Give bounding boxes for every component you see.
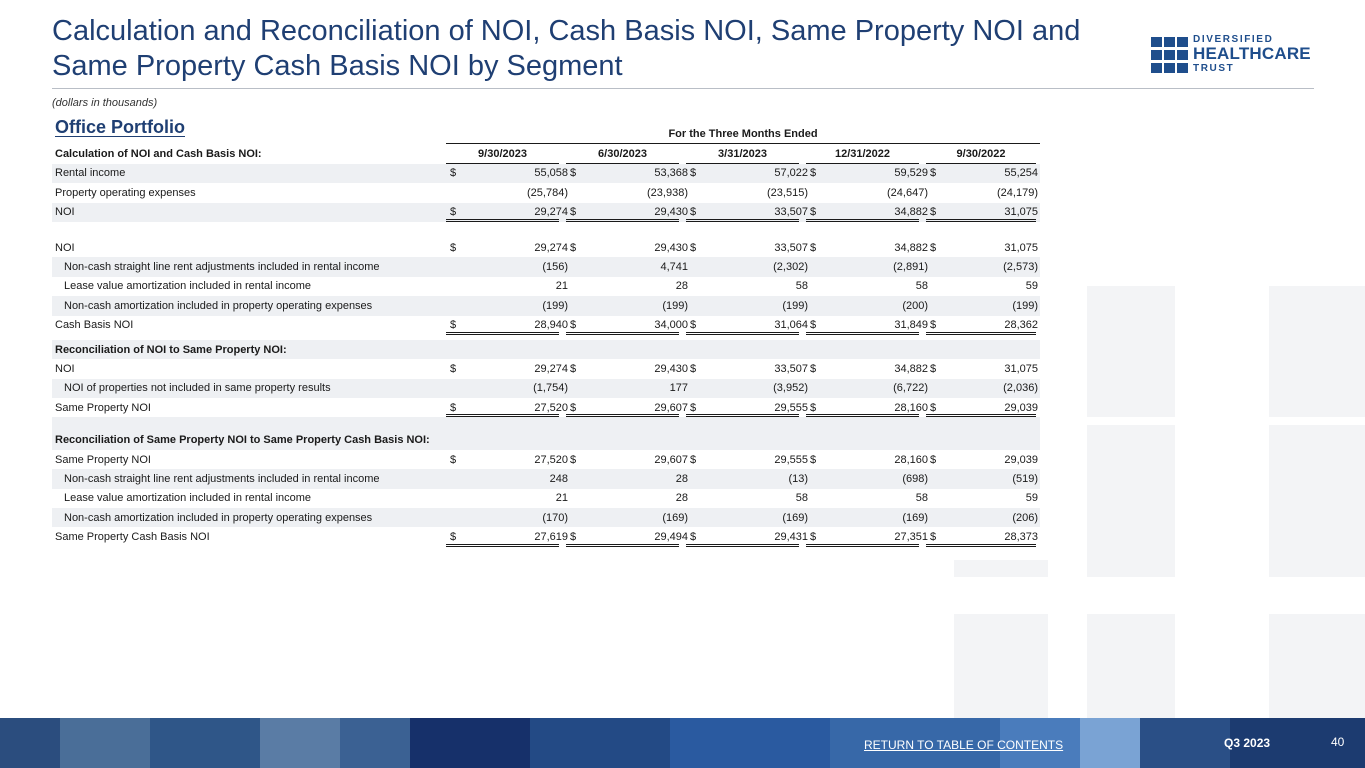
value-cell: (13) [788,472,808,485]
table-row [52,469,1040,488]
value-cell: 59 [1025,492,1038,505]
title-divider [52,88,1314,89]
table-row [52,316,1040,335]
currency-symbol: $ [570,401,577,414]
table-period-header-row [52,125,1040,144]
table-body [52,164,1040,547]
currency-symbol: $ [450,453,457,466]
value-cell: 29,430 [654,362,688,375]
currency-symbol: $ [690,241,697,254]
value-cell: (199) [662,299,688,312]
value-cell: 21 [555,492,568,505]
value-cell: (170) [542,511,568,524]
value-cell: (199) [542,299,568,312]
page-title-line-1: Calculation and Reconciliation of NOI, Cash Basis NOI, Same Property NOI and [52,15,1081,47]
currency-symbol: $ [810,401,817,414]
value-cell: 58 [795,280,808,293]
column-header: 9/30/2023 [446,144,559,163]
value-cell: 27,520 [534,401,568,414]
value-cell: 29,039 [1004,453,1038,466]
value-cell: (1,754) [533,382,568,395]
value-cell: 55,254 [1004,167,1038,180]
table-row [52,183,1040,202]
value-cell: 58 [795,492,808,505]
row-label: Lease value amortization included in rental income [64,492,312,505]
section-title: Office Portfolio [55,117,185,137]
value-cell: 33,507 [774,206,808,219]
currency-symbol: $ [690,531,697,544]
table-row [52,164,1040,183]
footer-image-strip [260,718,340,768]
value-cell: (2,036) [1003,382,1038,395]
currency-symbol: $ [810,362,817,375]
value-cell: (200) [902,299,928,312]
return-to-toc-link[interactable]: RETURN TO TABLE OF CONTENTS [864,738,1064,752]
value-cell: (2,302) [773,261,808,274]
footer-image-strip [1140,718,1230,768]
logo-mark-icon [1151,37,1189,73]
column-header: 3/31/2023 [686,144,799,163]
row-label: Same Property Cash Basis NOI [55,531,210,544]
row-label: NOI [55,362,75,375]
logo-line-2: HEALTHCARE [1193,44,1311,63]
company-logo [1151,34,1321,76]
footer-image-strip [150,718,260,768]
currency-symbol: $ [450,531,457,544]
value-cell: 29,494 [654,531,688,544]
currency-symbol: $ [810,206,817,219]
background-square [1269,614,1365,718]
currency-symbol: $ [690,206,697,219]
value-cell: 29,431 [774,531,808,544]
value-cell: 58 [915,280,928,293]
table-row [52,508,1040,527]
value-cell: (2,891) [893,261,928,274]
page-title [52,14,1132,84]
value-cell: 29,607 [654,401,688,414]
logo-line-1: DIVERSIFIED [1193,34,1274,45]
currency-symbol: $ [450,319,457,332]
row-label: Rental income [55,167,126,180]
footer-bar [0,718,1365,768]
row-label: Non-cash straight line rent adjustments included in rental income [64,472,380,485]
footer-image-strip [410,718,530,768]
currency-symbol: $ [570,241,577,254]
value-cell: 31,849 [894,319,928,332]
value-cell: 33,507 [774,241,808,254]
currency-symbol: $ [810,241,817,254]
units-note: (dollars in thousands) [52,97,158,109]
currency-symbol: $ [690,401,697,414]
row-label: NOI [55,241,75,254]
value-cell: 28,373 [1004,531,1038,544]
row-label: NOI of properties not included in same property results [64,382,331,395]
table-row [52,203,1040,222]
value-cell: 31,064 [774,319,808,332]
value-cell: (156) [542,261,568,274]
value-cell: 29,430 [654,241,688,254]
value-cell: 248 [549,472,568,485]
currency-symbol: $ [570,319,577,332]
spacer-row [52,222,1040,238]
currency-symbol: $ [570,206,577,219]
row-label: Cash Basis NOI [55,319,134,332]
value-cell: (698) [902,472,928,485]
currency-symbol: $ [930,401,937,414]
background-square [1269,286,1365,417]
value-cell: 55,058 [534,167,568,180]
currency-symbol: $ [450,167,457,180]
currency-symbol: $ [930,241,937,254]
value-cell: (199) [782,299,808,312]
currency-symbol: $ [690,319,697,332]
quarter-label: Q3 2023 [1224,736,1271,750]
value-cell: 31,075 [1004,241,1038,254]
currency-symbol: $ [810,531,817,544]
currency-symbol: $ [810,167,817,180]
table-row [52,238,1040,257]
noi-table [52,125,1040,547]
value-cell: 28,160 [894,401,928,414]
value-cell: (23,938) [647,186,688,199]
calculation-header: Calculation of NOI and Cash Basis NOI: [55,148,262,161]
table-row [52,340,1040,359]
row-label: Reconciliation of Same Property NOI to Same Property Cash Basis NOI: [55,434,430,447]
background-square [1269,425,1365,577]
value-cell: 59,529 [894,167,928,180]
spacer-row [52,417,1040,430]
background-square [954,560,1048,577]
footer-image-strip [670,718,830,768]
value-cell: (169) [902,511,928,524]
value-cell: 29,430 [654,206,688,219]
value-cell: 21 [555,280,568,293]
currency-symbol: $ [930,531,937,544]
value-cell: 57,022 [774,167,808,180]
page-number: 40 [1331,735,1345,749]
column-header: 9/30/2022 [926,144,1036,163]
currency-symbol: $ [450,241,457,254]
value-cell: (23,515) [767,186,808,199]
value-cell: (169) [782,511,808,524]
footer-image-strip [1080,718,1140,768]
row-label: Non-cash amortization included in property operating expenses [64,511,373,524]
value-cell: 31,075 [1004,206,1038,219]
value-cell: 34,000 [654,319,688,332]
value-cell: 29,607 [654,453,688,466]
value-cell: 177 [669,382,688,395]
value-cell: (3,952) [773,382,808,395]
row-label: Property operating expenses [55,186,196,199]
currency-symbol: $ [690,167,697,180]
table-row [52,527,1040,546]
value-cell: 4,741 [660,261,688,274]
table-row [52,398,1040,417]
table-column-header-row [52,144,1040,163]
row-label: Reconciliation of NOI to Same Property NOI: [55,343,287,356]
footer-image-strip [60,718,150,768]
value-cell: 31,075 [1004,362,1038,375]
currency-symbol: $ [570,362,577,375]
period-header: For the Three Months Ended [446,125,1040,144]
value-cell: 28,160 [894,453,928,466]
value-cell: 29,039 [1004,401,1038,414]
table-row [52,450,1040,469]
value-cell: 28,362 [1004,319,1038,332]
currency-symbol: $ [810,453,817,466]
value-cell: 29,555 [774,401,808,414]
background-square [1087,614,1175,718]
logo-line-3: TRUST [1193,63,1235,74]
value-cell: 29,274 [534,362,568,375]
table-row [52,430,1040,449]
value-cell: (2,573) [1003,261,1038,274]
value-cell: (199) [1012,299,1038,312]
footer-image-strip [530,718,670,768]
value-cell: 29,274 [534,241,568,254]
value-cell: (519) [1012,472,1038,485]
value-cell: 27,351 [894,531,928,544]
currency-symbol: $ [930,167,937,180]
value-cell: 34,882 [894,206,928,219]
value-cell: 53,368 [654,167,688,180]
footer-image-strip [340,718,410,768]
background-square [954,614,1048,718]
value-cell: 59 [1025,280,1038,293]
value-cell: (24,647) [887,186,928,199]
table-row [52,359,1040,378]
value-cell: 27,520 [534,453,568,466]
value-cell: 58 [915,492,928,505]
value-cell: (206) [1012,511,1038,524]
value-cell: 29,555 [774,453,808,466]
value-cell: 27,619 [534,531,568,544]
row-label: Lease value amortization included in rental income [64,280,312,293]
column-header: 6/30/2023 [566,144,679,163]
background-square [1087,286,1175,417]
value-cell: 29,274 [534,206,568,219]
footer-image-strip [0,718,60,768]
currency-symbol: $ [690,453,697,466]
value-cell: (6,722) [893,382,928,395]
currency-symbol: $ [930,362,937,375]
currency-symbol: $ [810,319,817,332]
table-row [52,379,1040,398]
row-label: Non-cash straight line rent adjustments included in rental income [64,261,380,274]
logo-wordmark [1193,34,1311,74]
page-title-line-2: Same Property Cash Basis NOI by Segment [52,50,623,82]
table-row [52,489,1040,508]
currency-symbol: $ [930,319,937,332]
value-cell: 34,882 [894,241,928,254]
value-cell: 28 [675,492,688,505]
background-square [1087,425,1175,577]
currency-symbol: $ [450,401,457,414]
row-label: Same Property NOI [55,453,151,466]
column-header: 12/31/2022 [806,144,919,163]
currency-symbol: $ [570,531,577,544]
value-cell: 34,882 [894,362,928,375]
value-cell: (25,784) [527,186,568,199]
row-label: Same Property NOI [55,401,151,414]
table-row [52,257,1040,276]
value-cell: 28 [675,472,688,485]
currency-symbol: $ [690,362,697,375]
row-label: Non-cash amortization included in property operating expenses [64,299,373,312]
value-cell: 28 [675,280,688,293]
row-label: NOI [55,206,75,219]
currency-symbol: $ [570,167,577,180]
currency-symbol: $ [450,206,457,219]
currency-symbol: $ [930,453,937,466]
value-cell: (169) [662,511,688,524]
value-cell: (24,179) [997,186,1038,199]
table-row [52,277,1040,296]
value-cell: 28,940 [534,319,568,332]
currency-symbol: $ [570,453,577,466]
table-row [52,296,1040,315]
value-cell: 33,507 [774,362,808,375]
currency-symbol: $ [450,362,457,375]
currency-symbol: $ [930,206,937,219]
